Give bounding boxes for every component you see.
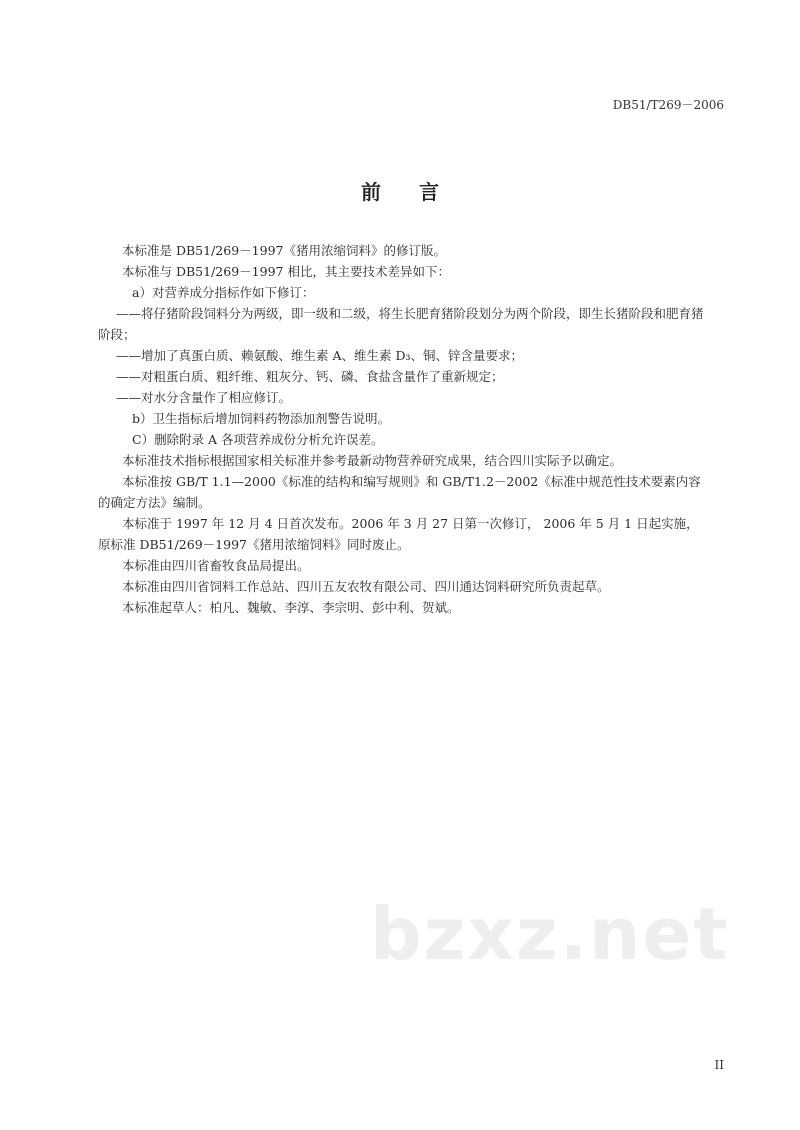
paragraph-revision-note: 本标准是 DB51/269－1997《猪用浓缩饲料》的修订版。: [122, 243, 446, 258]
document-code: DB51/T269－2006: [612, 98, 724, 112]
dash-item-piglet-stages: ——将仔猪阶段饲料分为两级，即一级和二级，将生长肥育猪阶段划分为两个阶段，即生长猪阶段和肥育猪阶段；: [98, 306, 704, 342]
paragraph-drafting-rules: 本标准按 GB/T 1.1—2000《标准的结构和编写规则》和 GB/T1.2－2002《标准中规范性技术要素内容的确定方法》编制。: [98, 474, 701, 510]
paragraph-technical-basis: 本标准技术指标根据国家相关标准并参考最新动物营养研究成果，结合四川实际予以确定。: [122, 453, 623, 468]
paragraph-proposer: 本标准由四川省畜牧食品局提出。: [122, 558, 310, 573]
watermark: bzxz.net: [370, 892, 730, 976]
page-number: II: [714, 1058, 724, 1072]
list-item-b: b）卫生指标后增加饲料药物添加剂警告说明。: [132, 411, 391, 426]
paragraph-drafting-units: 本标准由四川省饲料工作总站、四川五友农牧有限公司、四川通达饲料研究所负责起草。: [122, 579, 610, 594]
page-title: 前言: [361, 180, 477, 204]
paragraph-differences-intro: 本标准与 DB51/269－1997 相比，其主要技术差异如下：: [122, 264, 450, 279]
dash-item-added-requirements: ——增加了真蛋白质、赖氨酸、维生素 A、维生素 D₃、铜、锌含量要求；: [116, 348, 524, 363]
dash-item-moisture: ——对水分含量作了相应修订。: [116, 390, 292, 405]
list-item-a: a）对营养成分指标作如下修订：: [132, 285, 315, 300]
list-item-c: C）删除附录 A 各项营养成份分析允许误差。: [132, 432, 384, 447]
document-body: [98, 240, 708, 618]
paragraph-drafters: 本标准起草人：柏凡、魏敏、李淳、李宗明、彭中利、贺斌。: [122, 600, 460, 615]
paragraph-release-history: 本标准于 1997 年 12 月 4 日首次发布。2006 年 3 月 27 日第一次修订， 2006 年 5 月 1 日起实施，原标准 DB51/269－1997《猪用浓缩饲料》同时废止。: [98, 516, 699, 552]
dash-item-redefined-contents: ——对粗蛋白质、粗纤维、粗灰分、钙、磷、食盐含量作了重新规定；: [116, 369, 504, 384]
